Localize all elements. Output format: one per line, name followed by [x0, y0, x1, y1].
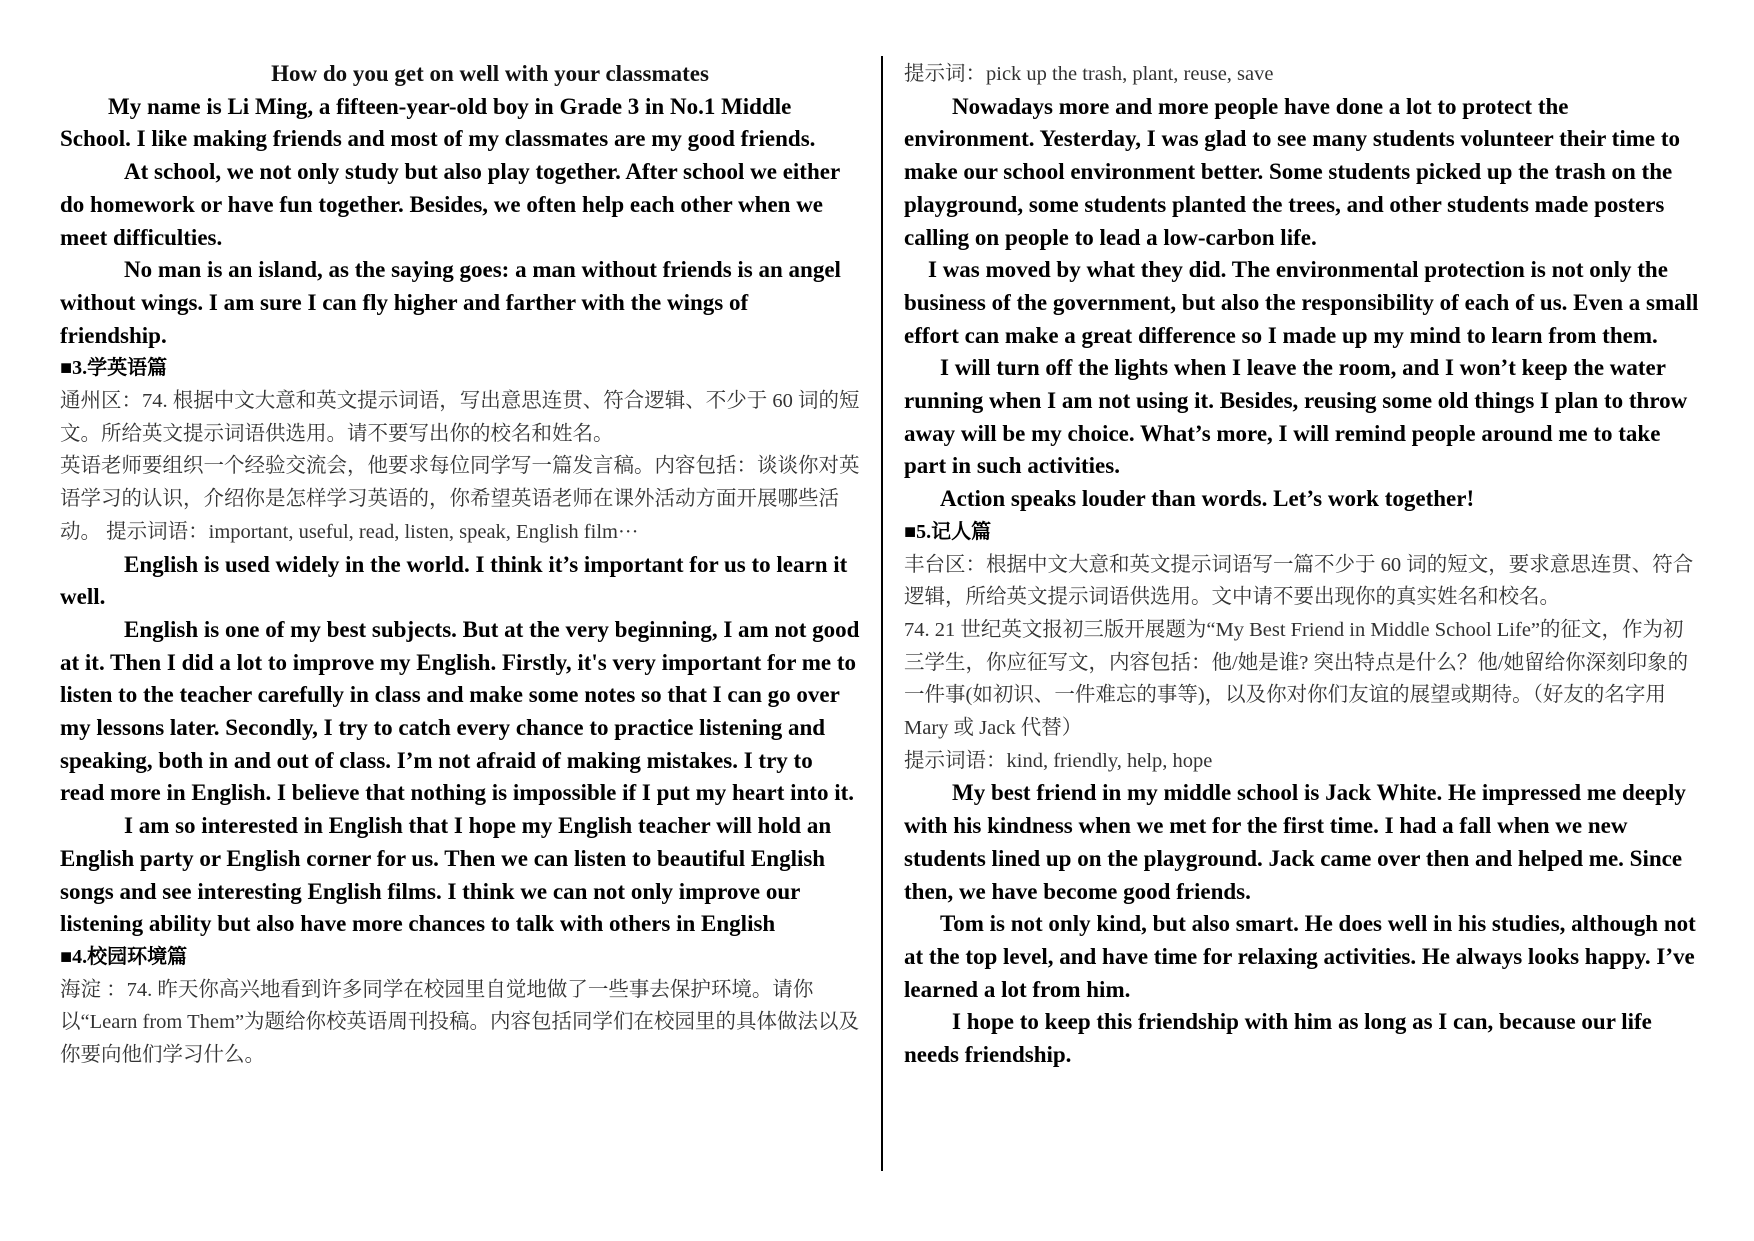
section5-paragraph-2: Tom is not only kind, but also smart. He does well in his studies, although not at the top level, and have time for relaxing activities. He always looks happy. I’ve learned a lot from him. — [904, 911, 1696, 1002]
section5-prompt-2: 74. 21 世纪英文报初三版开展题为“My Best Friend in Middle School Life”的征文，作为初三学生，你应征写文，内容包括：他/她是谁? 突出特点是什么？他/她留给你深刻印象的一件事(如初识、一件难忘的事等)，以及你对你们友谊的展望或期待。（好友的名字用 Mary 或 Jack 代替） — [904, 618, 1689, 740]
section3-paragraph-3: I am so interested in English that I hope my English teacher will hold an English party or English corner for us. Then we can listen to beautiful English songs and see interesting English films. I think we can not only improve our listening ability but also have more chances to talk with others in English — [60, 813, 832, 937]
essay1-paragraph-3: No man is an island, as the saying goes: a man without friends is an angel without wings. I am sure I can fly higher and farther with the wings of friendship. — [60, 257, 841, 348]
section4-hint: 提示词：pick up the trash, plant, reuse, save — [904, 63, 1274, 85]
column-divider — [881, 56, 883, 1171]
section4-header: ■4.校园环境篇 — [60, 945, 188, 968]
section3-prompt-2: 英语老师要组织一个经验交流会，他要求每位同学写一篇发言稿。内容包括：谈谈你对英语学习的认识，介绍你是怎样学习英语的，你希望英语老师在课外活动方面开展哪些活动。 提示词语：important, useful, read, listen, speak, English film··· — [60, 455, 860, 543]
essay1-title: How do you get on well with your classmates — [271, 61, 709, 86]
section5-paragraph-3: I hope to keep this friendship with him as long as I can, because our life needs friendship. — [904, 1009, 1652, 1068]
section5-prompt-1: 丰台区：根据中文大意和英文提示词语写一篇不少于 60 词的短文，要求意思连贯、符合逻辑，所给英文提示词语供选用。文中请不要出现你的真实姓名和校名。 — [904, 553, 1694, 609]
section5-hint: 提示词语：kind, friendly, help, hope — [904, 749, 1213, 772]
right-column — [904, 58, 1704, 1072]
section3-prompt-1: 通州区：74. 根据中文大意和英文提示词语，写出意思连贯、符合逻辑、不少于 60 词的短文。所给英文提示词语供选用。请不要写出你的校名和姓名。 — [60, 390, 860, 445]
section4-paragraph-2: I was moved by what they did. The environmental protection is not only the business of the government, but also the responsibility of each of us. Even a small effort can make a great difference so I made up my mind to learn from them. — [904, 257, 1699, 348]
section4-paragraph-1: Nowadays more and more people have done a lot to protect the environment. Yesterday, I was glad to see many students volunteer their time to make our school environment better. Some students picked up the trash on the playground, some students planted the trees, and other students made posters calling on people to lead a low-carbon life. — [904, 93, 1680, 250]
left-column — [60, 58, 860, 1072]
essay1-paragraph-1: My name is Li Ming, a fifteen-year-old boy in Grade 3 in No.1 Middle School. I like making friends and most of my classmates are my good friends. — [60, 93, 816, 152]
section3-paragraph-2: English is one of my best subjects. But at the very beginning, I am not good at it. Then I did a lot to improve my English. Firstly, it's very important for me to listen to the teacher carefully in class and make some notes so that I can go over my lessons later. Secondly, I try to catch every chance to practice listening and speaking, both in and out of class. I’m not afraid of making mistakes. I try to read more in English. I believe that nothing is impossible if I put my heart into it. — [60, 616, 860, 806]
section4-paragraph-4: Action speaks louder than words. Let’s work together! — [940, 486, 1475, 512]
section4-prompt: 海淀 ：74. 昨天你高兴地看到许多同学在校园里自觉地做了一些事去保护环境。请你以“Learn from Them”为题给你校英语周刊投稿。内容包括同学们在校园里的具体做法以及你要向他们学习什么。 — [60, 978, 860, 1067]
section3-header: ■3.学英语篇 — [60, 357, 168, 380]
section5-paragraph-1: My best friend in my middle school is Jack White. He impressed me deeply with his kindness when we met for the first time. I had a fall when we new students lined up on the playground. Jack came over then and helped me. Since then, we have become good friends. — [904, 780, 1686, 904]
section5-header: ■5.记人篇 — [904, 520, 992, 543]
section4-paragraph-3: I will turn off the lights when I leave the room, and I won’t keep the water running when I am not using it. Besides, reusing some old things I plan to throw away will be my choice. What’s more, I will remind people around me to take part in such activities. — [904, 355, 1688, 479]
section3-paragraph-1: English is used widely in the world. I think it’s important for us to learn it well. — [60, 551, 848, 610]
essay1-paragraph-2: At school, we not only study but also play together. After school we either do homework or have fun together. Besides, we often help each other when we meet difficulties. — [60, 159, 840, 250]
